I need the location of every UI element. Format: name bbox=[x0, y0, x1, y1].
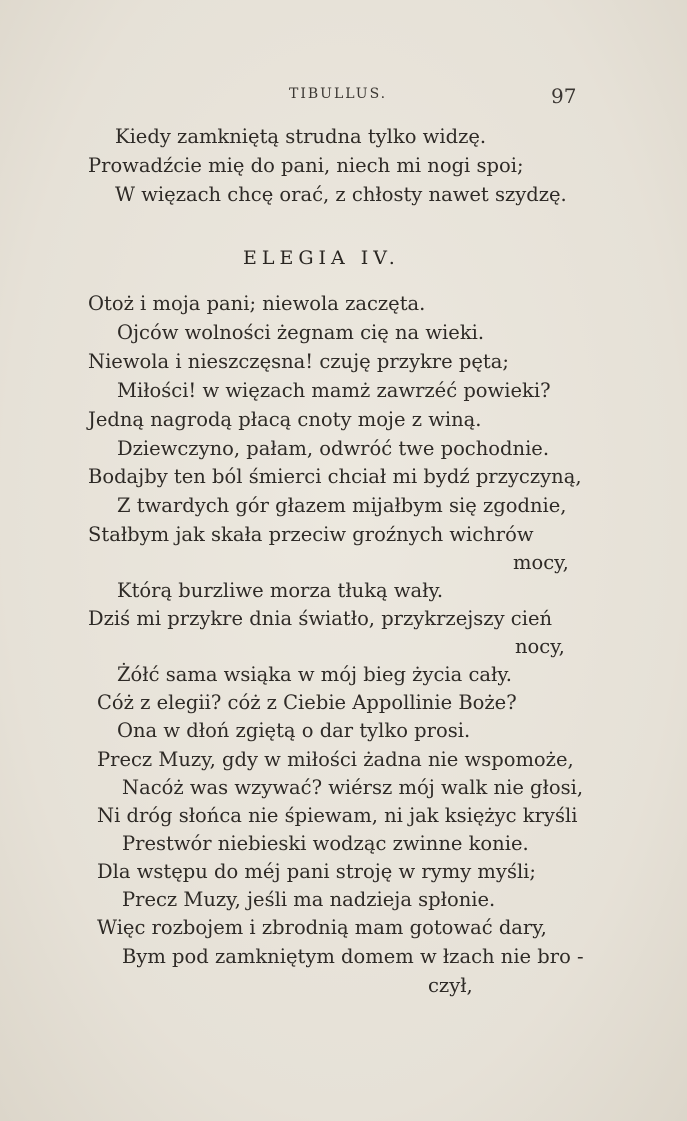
verse-line: Kiedy zamkniętą strudna tylko widzę. bbox=[115, 125, 487, 148]
verse-line: Dla wstępu do méj pani stroję w rymy myśli; bbox=[97, 860, 536, 883]
section-title: ELEGIA IV. bbox=[243, 247, 400, 269]
verse-line: Precz Muzy, gdy w miłości żadna nie wspomoże, bbox=[97, 748, 574, 771]
verse-line: Precz Muzy, jeśli ma nadzieja spłonie. bbox=[122, 888, 496, 911]
verse-line: Dziś mi przykre dnia światło, przykrzejszy cień bbox=[88, 607, 553, 630]
verse-line: W więzach chcę orać, z chłosty nawet szydzę. bbox=[115, 183, 567, 206]
verse-line: Ojców wolności żegnam cię na wieki. bbox=[117, 321, 485, 344]
verse-line: Bodajby ten ból śmierci chciał mi bydź przyczyną, bbox=[88, 465, 582, 488]
verse-line: Otoż i moja pani; niewola zaczęta. bbox=[88, 292, 426, 315]
verse-line-continuation: czył, bbox=[428, 974, 473, 997]
verse-line: Ona w dłoń zgiętą o dar tylko prosi. bbox=[117, 719, 471, 742]
verse-line: Cóż z elegii? cóż z Ciebie Appollinie Boże? bbox=[97, 691, 517, 714]
verse-line-continuation: nocy, bbox=[515, 635, 565, 658]
verse-line-continuation: mocy, bbox=[513, 551, 569, 574]
verse-line: Stałbym jak skała przeciw groźnych wichrów bbox=[88, 523, 534, 546]
verse-line: Ni dróg słońca nie śpiewam, ni jak księżyc kryśli bbox=[97, 804, 578, 827]
verse-line: Dziewczyno, pałam, odwróć twe pochodnie. bbox=[117, 437, 550, 460]
verse-line: Nacóż was wzywać? wiérsz mój walk nie głosi, bbox=[122, 776, 584, 799]
page-number: 97 bbox=[551, 84, 577, 108]
verse-line: Prowadźcie mię do pani, niech mi nogi spoi; bbox=[88, 154, 524, 177]
verse-line: Bym pod zamkniętym domem w łzach nie bro - bbox=[122, 945, 584, 968]
verse-line: Którą burzliwe morza tłuką wały. bbox=[117, 579, 444, 602]
verse-line: Niewola i nieszczęsna! czuję przykre pęta; bbox=[88, 350, 509, 373]
running-head: TIBULLUS. bbox=[289, 86, 388, 102]
verse-line: Miłości! w więzach mamż zawrzéć powieki? bbox=[117, 379, 551, 402]
verse-line: Jedną nagrodą płacą cnoty moje z winą. bbox=[88, 408, 482, 431]
verse-line: Z twardych gór głazem mijałbym się zgodnie, bbox=[117, 494, 567, 517]
verse-line: Więc rozbojem i zbrodnią mam gotować dary, bbox=[97, 916, 547, 939]
verse-line: Żółć sama wsiąka w mój bieg życia cały. bbox=[117, 663, 512, 686]
verse-line: Prestwór niebieski wodząc zwinne konie. bbox=[122, 832, 529, 855]
